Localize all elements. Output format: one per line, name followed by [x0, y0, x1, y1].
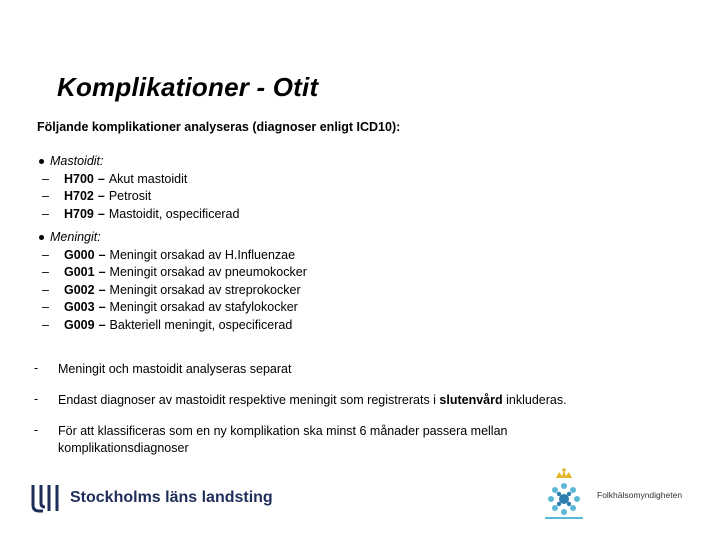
- list-item: – H709 – Mastoidit, ospecificerad: [42, 206, 240, 221]
- list-item: – G000 – Meningit orsakad av H.Influenzae: [42, 247, 296, 262]
- list-item: – G002 – Meningit orsakad av streprokocker: [42, 282, 301, 297]
- list-item: – H700 – Akut mastoidit: [42, 171, 188, 186]
- note-new-complication: - För att klassificeras som en ny komplikation ska minst 6 månader passera mellan komplikationsdiagnoser: [34, 423, 508, 455]
- diagnosis-text: Meningit orsakad av H.Influenzae: [109, 247, 296, 262]
- diagnosis-code: G009: [64, 317, 95, 332]
- bullet-icon: [39, 159, 44, 164]
- diagnosis-text: Bakteriell meningit, ospecificerad: [109, 317, 293, 332]
- note-text: Endast diagnoser av mastoidit respektive meningit som registrerats i slutenvård inkluderas.: [58, 393, 567, 407]
- diagnosis-text: Meningit orsakad av pneumokocker: [109, 265, 307, 280]
- slide-title: Komplikationer - Otit: [57, 72, 319, 102]
- diagnosis-text: Meningit orsakad av streprokocker: [109, 282, 301, 297]
- note-separate-analysis: - Meningit och mastoidit analyseras separat: [34, 361, 292, 376]
- diagnosis-code: H700: [64, 171, 94, 186]
- note-text: Meningit och mastoidit analyseras separat: [58, 362, 292, 376]
- diagnosis-text: Mastoidit, ospecificerad: [108, 206, 240, 221]
- agency-emblem-icon: [535, 466, 593, 524]
- diagnosis-code: G000: [64, 247, 95, 262]
- group-mastoidit: [37, 152, 239, 223]
- sll-logo: [30, 480, 273, 516]
- diagnosis-list: [37, 170, 239, 223]
- diagnosis-code: G002: [64, 282, 95, 297]
- list-item: – G009 – Bakteriell meningit, ospecificerad: [42, 317, 293, 332]
- bullet-icon: [39, 235, 44, 240]
- emphasis-text: slutenvård: [439, 393, 503, 407]
- diagnosis-text: Akut mastoidit: [108, 171, 188, 186]
- agency-name: Folkhälsomyndigheten: [597, 490, 683, 500]
- note-text: För att klassificeras som en ny komplikation ska minst 6 månader passera mellan komplikationsdiagnoser: [58, 424, 508, 455]
- group-heading: [37, 228, 307, 246]
- intro-text: Följande komplikationer analyseras (diagnoser enligt ICD10):: [37, 120, 401, 134]
- group-label: Mastoidit:: [50, 154, 104, 168]
- diagnosis-code: G003: [64, 300, 95, 315]
- diagnosis-text: Meningit orsakad av stafylokocker: [109, 300, 298, 315]
- group-meningit: [37, 228, 307, 334]
- list-item: – H702 – Petrosit: [42, 189, 152, 204]
- diagnosis-text: Petrosit: [108, 189, 152, 204]
- list-item: – G001 – Meningit orsakad av pneumokocker: [42, 265, 307, 280]
- sll-emblem-icon: [30, 483, 64, 513]
- org-name: Stockholms läns landsting: [70, 489, 273, 506]
- agency-logo: [535, 466, 682, 524]
- diagnosis-list: [37, 246, 307, 334]
- note-inpatient: - Endast diagnoser av mastoidit respektive meningit som registrerats i slutenvård inkluderas.: [34, 392, 567, 407]
- diagnosis-code: H702: [64, 189, 94, 204]
- group-heading: [37, 152, 239, 170]
- diagnosis-code: H709: [64, 206, 94, 221]
- list-item: – G003 – Meningit orsakad av stafylokocker: [42, 300, 298, 315]
- diagnosis-code: G001: [64, 265, 95, 280]
- group-label: Meningit:: [50, 230, 101, 244]
